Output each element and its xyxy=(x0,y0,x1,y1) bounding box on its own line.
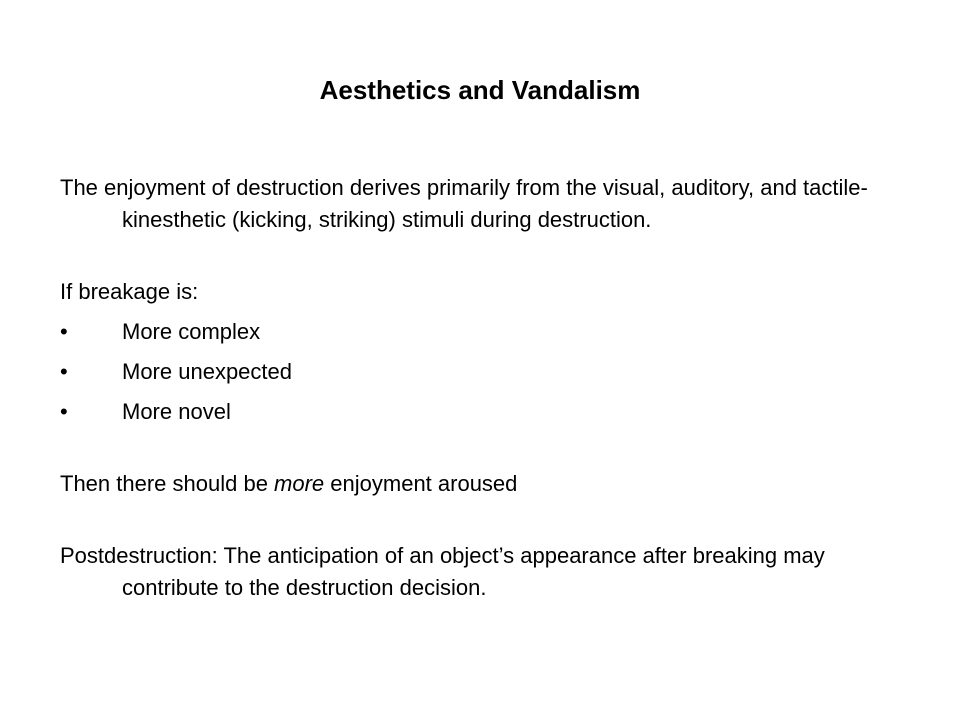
paragraph-conclusion xyxy=(60,468,910,500)
paragraph-postdestruction: Postdestruction: The anticipation of an object’s appearance after breaking may contribute to the destruction decision. xyxy=(60,543,825,600)
bullet-item xyxy=(60,356,910,388)
bullet-item xyxy=(60,316,910,348)
conclusion-text-after: enjoyment aroused xyxy=(324,471,518,496)
bullet-text: More unexpected xyxy=(122,359,292,384)
slide-title: Aesthetics and Vandalism xyxy=(319,75,641,105)
bullet-text: More complex xyxy=(122,319,261,344)
bullet-text: More novel xyxy=(122,399,231,424)
bullet-mark: • xyxy=(60,319,68,344)
paragraph-intro: If breakage is: xyxy=(60,279,199,304)
bullet-item xyxy=(60,396,910,428)
paragraph-enjoyment: The enjoyment of destruction derives primarily from the visual, auditory, and tactile-kinesthetic (kicking, striking) stimuli during destruction. xyxy=(60,175,868,232)
bullet-mark: • xyxy=(60,399,68,424)
bullet-mark: • xyxy=(60,359,68,384)
conclusion-text-before: Then there should be xyxy=(60,471,275,496)
conclusion-emphasis: more xyxy=(274,471,325,496)
slide-body xyxy=(60,172,910,604)
